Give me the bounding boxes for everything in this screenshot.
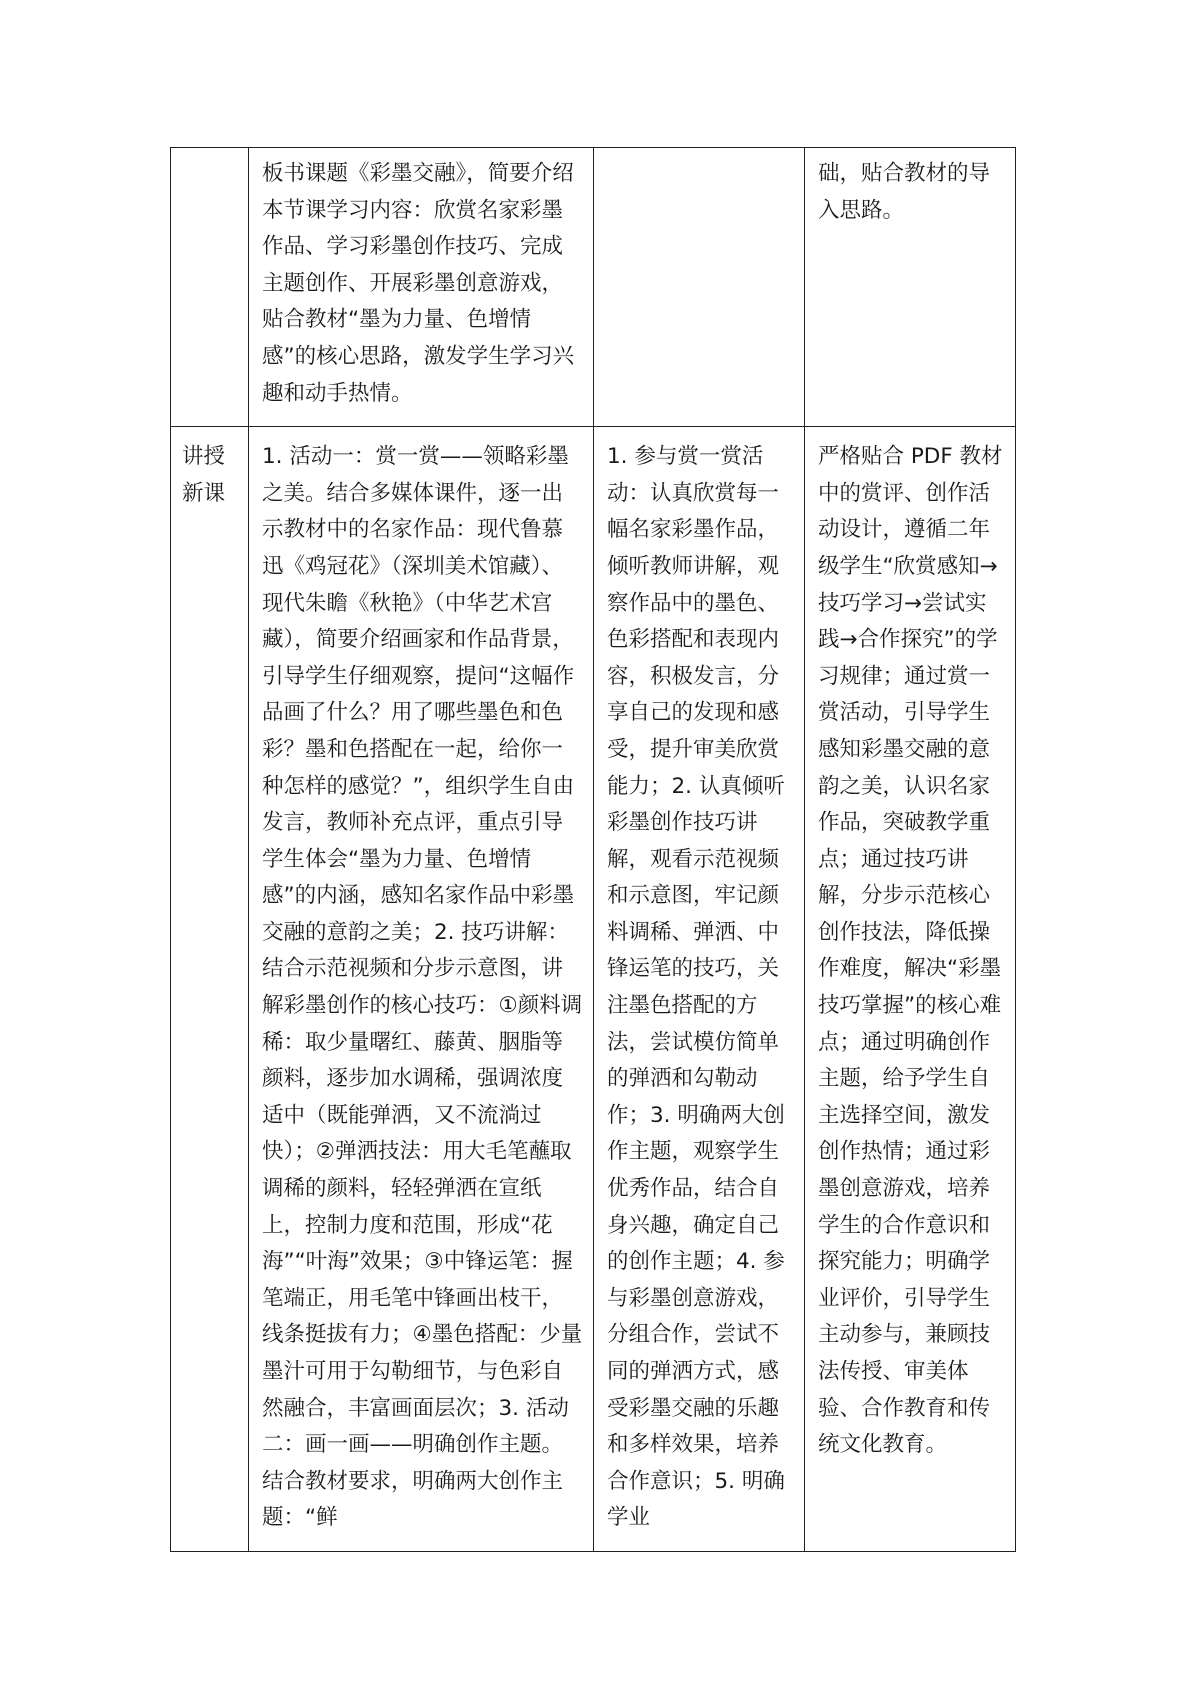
- teacher-activity-cell: [249, 148, 594, 427]
- lesson-plan-page: [170, 147, 1015, 1552]
- design-intent-cell: [805, 427, 1016, 1552]
- student-activity-text: [594, 148, 804, 170]
- table-row: [171, 148, 1016, 427]
- lesson-plan-table: [170, 147, 1016, 1552]
- teacher-activity-text: 1. 活动一：赏一赏——领略彩墨之美。结合多媒体课件，逐一出示教材中的名家作品：现代鲁慕迅《鸡冠花》（深圳美术馆藏）、现代朱瞻《秋艳》（中华艺术宫藏），简要介绍画家和作品背景，引导学生仔细观察，提问“这幅作品画了什么？用了哪些墨色和色彩？墨和色搭配在一起，给你一种怎样的感觉？”，组织学生自由发言，教师补充点评，重点引导学生体会“墨为力量、色增情感”的内涵，感知名家作品中彩墨交融的意韵之美；2. 技巧讲解：结合示范视频和分步示意图，讲解彩墨创作的核心技巧：①颜料调稀：取少量曙红、藤黄、胭脂等颜料，逐步加水调稀，强调浓度适中（既能弹洒，又不流淌过快）；②弹洒技法：用大毛笔蘸取调稀的颜料，轻轻弹洒在宣纸上，控制力度和范围，形成“花海”“叶海”效果；③中锋运笔：握笔端正，用毛笔中锋画出枝干，线条挺拔有力；④墨色搭配：少量墨汁可用于勾勒细节，与色彩自然融合，丰富画面层次；3. 活动二：画一画——明确创作主题。结合教材要求，明确两大创作主题：“鲜: [262, 444, 583, 1531]
- table-row: [171, 427, 1016, 1552]
- design-intent-cell: [805, 148, 1016, 427]
- student-activity-cell: [594, 148, 805, 427]
- stage-text: [171, 148, 248, 170]
- stage-cell: [171, 148, 249, 427]
- teacher-activity-text: 板书课题《彩墨交融》，简要介绍本节课学习内容：欣赏名家彩墨作品、学习彩墨创作技巧、完成主题创作、开展彩墨创意游戏，贴合教材“墨为力量、色增情感”的核心思路，激发学生学习兴趣和动手热情。: [262, 161, 575, 406]
- student-activity-cell: [594, 427, 805, 1552]
- design-intent-text: 严格贴合 PDF 教材中的赏评、创作活动设计，遵循二年级学生“欣赏感知→技巧学习→尝试实践→合作探究”的学习规律；通过赏一赏活动，引导学生感知彩墨交融的意韵之美，认识名家作品，突破教学重点；通过技巧讲解，分步示范核心创作技法，降低操作难度，解决“彩墨技巧掌握”的核心难点；通过明确创作主题，给予学生自主选择空间，激发创作热情；通过彩墨创意游戏，培养学生的合作意识和探究能力；明确学业评价，引导学生主动参与，兼顾技法传授、审美体验、合作教育和传统文化教育。: [818, 444, 1003, 1458]
- stage-cell: [171, 427, 249, 1552]
- teacher-activity-cell: [249, 427, 594, 1552]
- student-activity-text: 1. 参与赏一赏活动：认真欣赏每一幅名家彩墨作品，倾听教师讲解，观察作品中的墨色、色彩搭配和表现内容，积极发言，分享自己的发现和感受，提升审美欣赏能力；2. 认真倾听彩墨创作技巧讲解，观看示范视频和示意图，牢记颜料调稀、弹洒、中锋运笔的技巧，关注墨色搭配的方法，尝试模仿简单的弹洒和勾勒动作；3. 明确两大创作主题，观察学生优秀作品，结合自身兴趣，确定自己的创作主题；4. 参与彩墨创意游戏，分组合作，尝试不同的弹洒方式，感受彩墨交融的乐趣和多样效果，培养合作意识；5. 明确学业: [607, 444, 785, 1531]
- stage-text: 讲授新课: [182, 444, 226, 506]
- design-intent-text: 础，贴合教材的导入思路。: [818, 161, 991, 223]
